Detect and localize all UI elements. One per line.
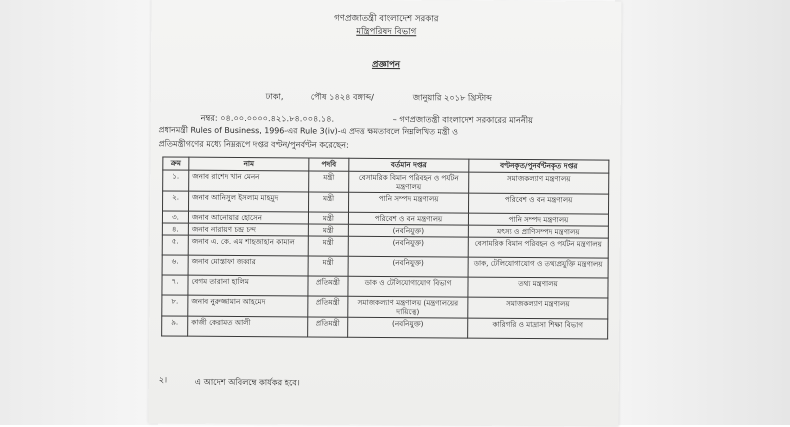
dateline-bengali-date: পৌষ ১৪২৪ বঙ্গাব্দ/ bbox=[310, 91, 374, 102]
header-current-ministry: বর্তমান দপ্তর bbox=[349, 158, 469, 172]
row-current-ministry: (নবনিযুক্ত) bbox=[348, 256, 468, 277]
row-serial: ৪. bbox=[162, 223, 188, 235]
body-line-3: প্রতিমন্ত্রীগণের মধ্যে নিম্নরূপে দপ্তর বণ্টন/পুনর্বণ্টন করেছেন: bbox=[158, 138, 349, 150]
document-page bbox=[149, 0, 622, 427]
row-current-ministry: পানি সম্পদ মন্ত্রণালয় bbox=[349, 192, 469, 213]
row-name: কাজী কেরামত আলী bbox=[188, 316, 308, 337]
row-allocated-ministry: তথ্য মন্ত্রণালয় bbox=[468, 277, 608, 298]
row-allocated-ministry: সমাজকল্যাণ মন্ত্রণালয় bbox=[469, 172, 609, 194]
row-allocated-ministry: সমাজকল্যাণ মন্ত্রণালয় bbox=[468, 297, 608, 319]
row-serial: ৮. bbox=[162, 295, 188, 316]
row-designation: মন্ত্রী bbox=[308, 212, 348, 224]
row-designation: মন্ত্রী bbox=[309, 171, 349, 192]
row-current-ministry: (নবনিযুক্ত) bbox=[348, 317, 468, 338]
portfolio-table bbox=[161, 156, 609, 339]
row-allocated-ministry: ডাক, টেলিযোগাযোগ ও তথ্যপ্রযুক্তি মন্ত্রণালয় bbox=[468, 257, 608, 278]
row-serial: ৩. bbox=[162, 211, 188, 223]
header-serial: ক্রম bbox=[163, 157, 189, 170]
background-right bbox=[615, 0, 790, 425]
row-current-ministry: (নবনিযুক্ত) bbox=[348, 224, 468, 237]
row-name: জনাব এ. কে. এম শাহজাহান কামাল bbox=[188, 235, 308, 256]
row-allocated-ministry: পরিবেশ ও বন মন্ত্রণালয় bbox=[468, 193, 608, 214]
dateline-english-date: জানুয়ারি ২০১৮ খ্রিস্টাব্দ bbox=[412, 92, 492, 103]
header-allocated-ministry: বণ্টনকৃত/পুনর্বণ্টনকৃত দপ্তর bbox=[469, 159, 609, 173]
row-serial: ৯. bbox=[162, 316, 188, 336]
row-name: জনাব আনোয়ার হোসেন bbox=[188, 211, 308, 224]
row-serial: ৬. bbox=[162, 255, 188, 275]
row-allocated-ministry: কারিগরি ও মাদ্রাসা শিক্ষা বিভাগ bbox=[468, 318, 608, 339]
government-title: গণপ্রজাতন্ত্রী বাংলাদেশ সরকার bbox=[334, 13, 439, 25]
header-name: নাম bbox=[189, 157, 309, 171]
row-current-ministry: (নবনিযুক্ত) bbox=[348, 236, 468, 257]
row-serial: ৫. bbox=[162, 235, 188, 255]
dateline-place: ঢাকা, bbox=[265, 91, 284, 102]
background-left bbox=[0, 0, 158, 425]
row-name: জনাব মোস্তাফা জব্বার bbox=[188, 255, 308, 276]
row-designation: প্রতিমন্ত্রী bbox=[308, 317, 348, 337]
row-allocated-ministry: বেসামরিক বিমান পরিবহন ও পর্যটন মন্ত্রণালয় bbox=[468, 237, 608, 258]
row-designation: প্রতিমন্ত্রী bbox=[308, 296, 348, 317]
row-current-ministry: বেসামরিক বিমান পরিবহন ও পর্যটন মন্ত্রণালয় bbox=[349, 171, 469, 193]
table-row bbox=[162, 316, 608, 339]
row-serial: ২. bbox=[163, 191, 189, 211]
row-designation: মন্ত্রী bbox=[308, 236, 348, 256]
row-current-ministry: পরিবেশ ও বন মন্ত্রণালয় bbox=[348, 212, 468, 225]
row-serial: ১. bbox=[163, 170, 189, 191]
row-designation: মন্ত্রী bbox=[308, 256, 348, 276]
row-designation: প্রতিমন্ত্রী bbox=[308, 276, 348, 296]
footer-text: এ আদেশ অবিলম্বে কার্যকর হবে। bbox=[194, 376, 300, 388]
row-name: বেগম তারানা হালিম bbox=[188, 275, 308, 296]
body-line-1: – গণপ্রজাতন্ত্রী বাংলাদেশ সরকারের মাননীয় bbox=[392, 114, 534, 126]
row-designation: মন্ত্রী bbox=[308, 224, 348, 236]
row-serial: ৭. bbox=[162, 275, 188, 295]
row-name: জনাব নুরুজ্জামান আহমেদ bbox=[188, 295, 308, 317]
notification-heading: প্রজ্ঞাপন bbox=[371, 59, 401, 71]
row-name: জনাব নারায়ণ চন্দ্র চন্দ bbox=[188, 223, 308, 236]
row-name: জনাব আনিসুল ইসলাম মাহমুদ bbox=[189, 191, 309, 212]
row-designation: মন্ত্রী bbox=[309, 192, 349, 212]
row-allocated-ministry: মৎস্য ও প্রাণিসম্পদ মন্ত্রণালয় bbox=[468, 225, 608, 238]
row-current-ministry: ডাক ও টেলিযোগাযোগ বিভাগ bbox=[348, 276, 468, 297]
row-name: জনাব রাশেদ খান মেনন bbox=[189, 170, 309, 192]
division-title: মন্ত্রিপরিষদ বিভাগ bbox=[356, 26, 417, 38]
footer-number: ২। bbox=[158, 374, 168, 385]
header-designation: পদবি bbox=[309, 158, 349, 171]
row-current-ministry: সমাজকল্যাণ মন্ত্রণালয় (মন্ত্রণালয়ের দায়িত্বে) bbox=[348, 296, 468, 318]
memo-number: নম্বর: ০৪.০০.০০০০.৪২১.৮৪.০০৪.১৪. bbox=[200, 112, 335, 124]
row-allocated-ministry: পানি সম্পদ মন্ত্রণালয় bbox=[468, 213, 608, 226]
body-line-2: প্রধানমন্ত্রী Rules of Business, 1996-এর Rule 3(iv)-এ প্রদত্ত ক্ষমতাবলে নিম্নলিখিত মন্ত্রী ও bbox=[158, 125, 459, 137]
